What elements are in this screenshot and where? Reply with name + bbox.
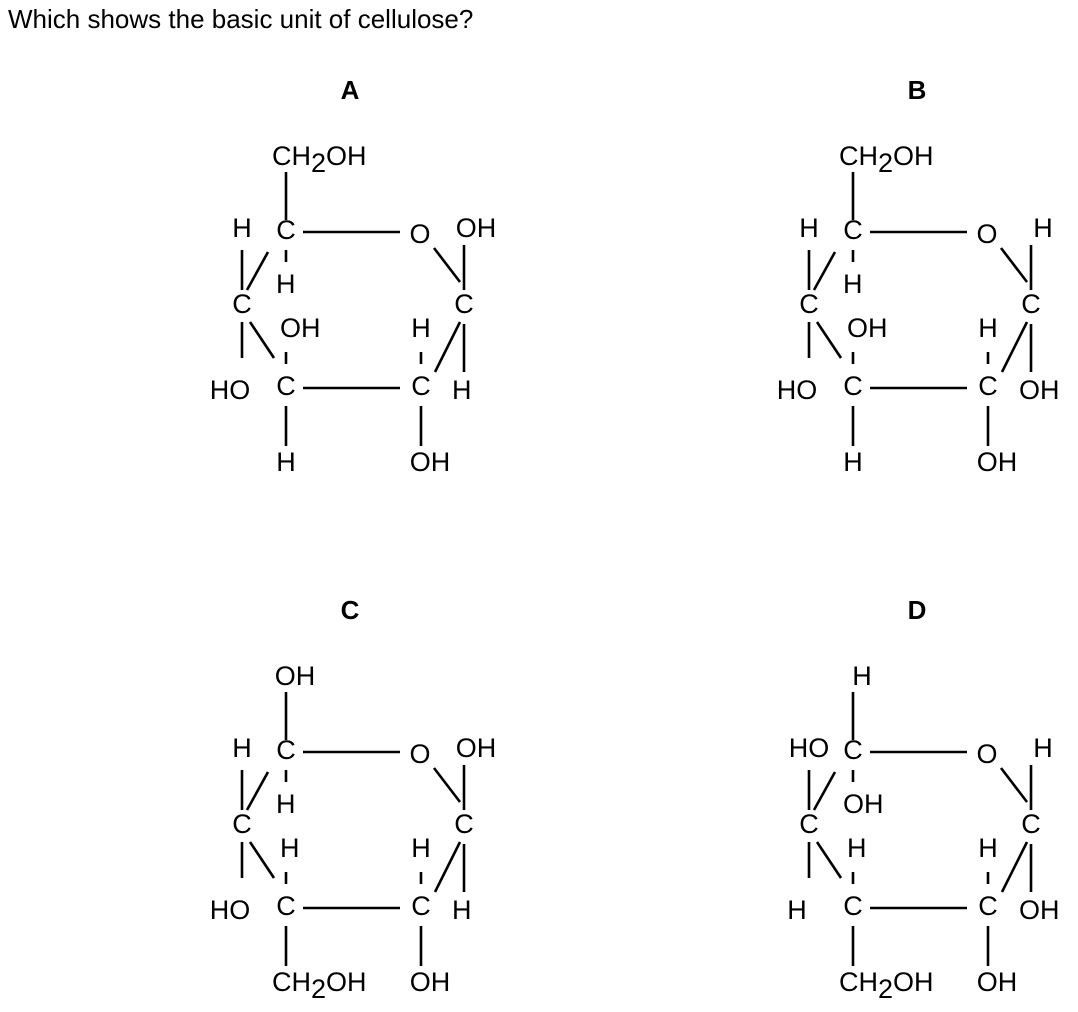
c5-right-substituent: OH xyxy=(843,789,884,820)
carbon-c1: C xyxy=(1021,289,1041,320)
c1-top-substituent: OH xyxy=(455,733,497,764)
group-sub: 2 xyxy=(878,974,894,1005)
bond-o-c1 xyxy=(1001,768,1027,802)
c4-left-substituent: HO xyxy=(209,375,251,406)
option-d[interactable] xyxy=(757,590,1078,1005)
c4-top-substituent: H xyxy=(280,833,300,864)
group-post: OH xyxy=(893,967,934,998)
bond-c5-c6 xyxy=(814,252,835,290)
carbon-c5: C xyxy=(843,215,863,246)
top-substituent: OH xyxy=(274,661,316,692)
c3-right-substituent: H xyxy=(452,895,472,926)
bond-c1-c3 xyxy=(435,842,460,892)
c3-top-substituent: H xyxy=(411,833,431,864)
carbon-c3: C xyxy=(411,371,431,402)
c4-top-substituent: OH xyxy=(280,313,321,344)
c1-top-substituent: H xyxy=(1033,213,1053,244)
group-pre: CH xyxy=(272,967,311,998)
c4-bottom-substituent: H xyxy=(276,447,296,478)
top-substituent: H xyxy=(852,661,872,692)
bond-c6-c4 xyxy=(250,322,274,358)
c3-right-substituent: OH xyxy=(1019,375,1060,406)
bond-o-c1 xyxy=(434,768,460,802)
carbon-c6: C xyxy=(232,809,252,840)
group-sub: 2 xyxy=(311,974,327,1005)
c5-right-substituent: H xyxy=(276,789,296,820)
carbon-c6: C xyxy=(799,809,819,840)
bond-c5-c6 xyxy=(247,772,268,810)
molecule-structure xyxy=(757,70,1078,478)
molecule-structure xyxy=(190,70,520,478)
c4-top-substituent: H xyxy=(847,833,867,864)
bond-o-c1 xyxy=(1001,248,1027,282)
question-text: Which shows the basic unit of cellulose? xyxy=(8,4,474,34)
ring-oxygen: O xyxy=(976,739,998,770)
carbon-c5: C xyxy=(843,735,863,766)
group-post: OH xyxy=(893,141,934,172)
group-post: OH xyxy=(326,141,367,172)
ring-oxygen: O xyxy=(409,739,431,770)
option-label: D xyxy=(907,595,927,625)
group-pre: CH xyxy=(839,141,878,172)
carbon-c1: C xyxy=(454,809,474,840)
c5-left-substituent: HO xyxy=(788,733,830,764)
c5-left-substituent: H xyxy=(799,213,819,244)
c4-left-substituent: HO xyxy=(776,375,818,406)
c3-right-substituent: H xyxy=(452,375,472,406)
group-post: OH xyxy=(326,967,367,998)
c3-bottom-substituent: OH xyxy=(976,967,1018,998)
carbon-c3: C xyxy=(978,371,998,402)
bond-c1-c3 xyxy=(435,322,460,372)
molecule-structure xyxy=(757,590,1078,1005)
carbon-c3: C xyxy=(411,891,431,922)
c4-bottom-substituent xyxy=(272,967,367,1004)
carbon-c4: C xyxy=(276,891,296,922)
option-label: C xyxy=(340,595,360,625)
group-sub: 2 xyxy=(311,148,327,179)
group-sub: 2 xyxy=(878,148,894,179)
carbon-c4: C xyxy=(843,891,863,922)
carbon-c5: C xyxy=(276,215,296,246)
ring-oxygen: O xyxy=(409,219,431,250)
c3-bottom-substituent: OH xyxy=(976,447,1018,478)
option-b[interactable] xyxy=(757,70,1078,478)
c3-bottom-substituent: OH xyxy=(409,967,451,998)
carbon-c6: C xyxy=(232,289,252,320)
carbon-c1: C xyxy=(1021,809,1041,840)
group-pre: CH xyxy=(839,967,878,998)
c4-bottom-substituent: H xyxy=(843,447,863,478)
option-label: B xyxy=(907,75,927,105)
c4-left-substituent: HO xyxy=(209,895,251,926)
carbon-c1: C xyxy=(454,289,474,320)
carbon-c5: C xyxy=(276,735,296,766)
carbon-c4: C xyxy=(276,371,296,402)
bond-c6-c4 xyxy=(250,842,274,878)
c5-left-substituent: H xyxy=(232,213,252,244)
c1-top-substituent: H xyxy=(1033,733,1053,764)
bond-c5-c6 xyxy=(247,252,268,290)
c4-top-substituent: OH xyxy=(847,313,888,344)
c1-top-substituent: OH xyxy=(455,213,497,244)
c3-top-substituent: H xyxy=(978,313,998,344)
bond-c6-c4 xyxy=(817,322,841,358)
bond-c6-c4 xyxy=(817,842,841,878)
carbon-c3: C xyxy=(978,891,998,922)
option-a[interactable] xyxy=(190,70,520,478)
ring-oxygen: O xyxy=(976,219,998,250)
carbon-c6: C xyxy=(799,289,819,320)
c5-left-substituent: H xyxy=(232,733,252,764)
c4-left-substituent: H xyxy=(787,895,807,926)
option-label: A xyxy=(340,75,360,105)
c5-right-substituent: H xyxy=(843,269,863,300)
bond-o-c1 xyxy=(434,248,460,282)
carbon-c4: C xyxy=(843,371,863,402)
bond-c1-c3 xyxy=(1002,842,1027,892)
bond-c1-c3 xyxy=(1002,322,1027,372)
molecule-structure xyxy=(190,590,520,1005)
c5-right-substituent: H xyxy=(276,269,296,300)
c3-bottom-substituent: OH xyxy=(409,447,451,478)
group-pre: CH xyxy=(272,141,311,172)
c3-top-substituent: H xyxy=(411,313,431,344)
c3-top-substituent: H xyxy=(978,833,998,864)
c4-bottom-substituent xyxy=(839,967,934,1004)
option-c[interactable] xyxy=(190,590,520,1005)
c3-right-substituent: OH xyxy=(1019,895,1060,926)
bond-c5-c6 xyxy=(814,772,835,810)
